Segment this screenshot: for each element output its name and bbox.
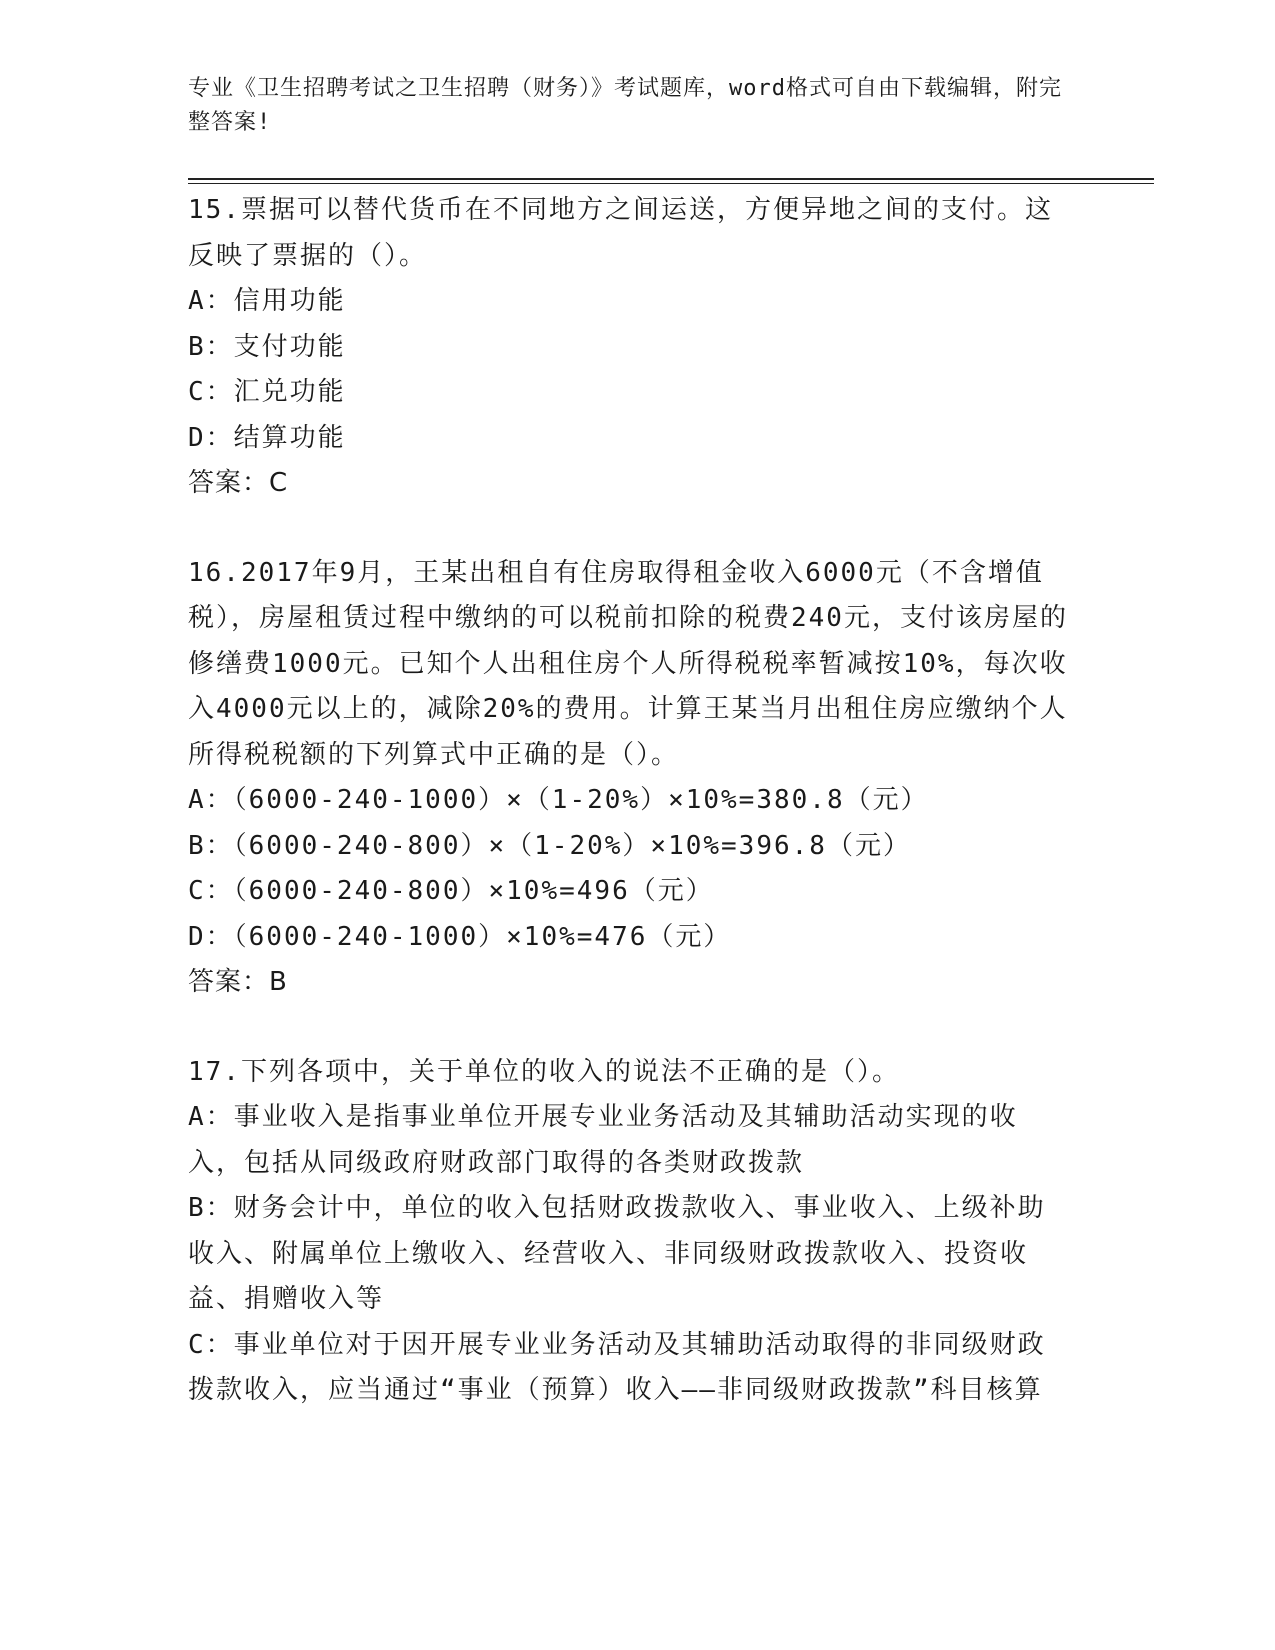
question-stem: 16.2017年9月，王某出租自有住房取得租金收入6000元（不含增值税），房屋租赁过程中缴纳的可以税前扣除的税费240元，支付该房屋的修缮费1000元。已知个人出租住房个人所得税税率暂减按10%，每次收入4000元以上的，减除20%的费用。计算王某当月出租住房应缴纳个人所得税税额的下列算式中正确的是（）。 (188, 557, 1068, 770)
option-b: B：财务会计中，单位的收入包括财政拨款收入、事业收入、上级补助收入、附属单位上缴收入、经营收入、非同级财政拨款收入、投资收益、捐赠收入等 (188, 1193, 1046, 1314)
question-stem: 15.票据可以替代货币在不同地方之间运送，方便异地之间的支付。这反映了票据的（）。 (188, 195, 1053, 271)
question-16 (188, 551, 1068, 1006)
question-spacer (188, 1006, 1068, 1050)
option-a: A：事业收入是指事业单位开展专业业务活动及其辅助活动实现的收入，包括从同级政府财政部门取得的各类财政拨款 (188, 1102, 1018, 1178)
option-b: B：支付功能 (188, 331, 346, 362)
document-header (188, 72, 1068, 140)
answer-label: 答案：B (188, 967, 288, 997)
header-text: 专业《卫生招聘考试之卫生招聘（财务）》考试题库，word格式可自由下载编辑，附完整答案! (188, 76, 1062, 135)
question-15 (188, 188, 1068, 507)
option-a: A：（6000-240-1000）×（1-20%）×10%=380.8（元） (188, 785, 929, 815)
question-17 (188, 1050, 1068, 1414)
option-c: C：（6000-240-800）×10%=496（元） (188, 876, 714, 906)
header-divider (188, 178, 1154, 184)
question-stem: 17.下列各项中，关于单位的收入的说法不正确的是（）。 (188, 1056, 900, 1087)
option-c: C：汇兑功能 (188, 377, 346, 407)
question-spacer (188, 507, 1068, 551)
answer-label: 答案：C (188, 468, 289, 498)
option-c: C：事业单位对于因开展专业业务活动及其辅助活动取得的非同级财政拨款收入，应当通过“事业（预算）收入——非同级财政拨款”科目核算 (188, 1329, 1046, 1405)
option-d: D：结算功能 (188, 422, 346, 453)
option-a: A：信用功能 (188, 286, 346, 316)
option-b: B：（6000-240-800）×（1-20%）×10%=396.8（元） (188, 830, 911, 861)
question-list (188, 188, 1068, 1414)
option-d: D：（6000-240-1000）×10%=476（元） (188, 921, 732, 952)
